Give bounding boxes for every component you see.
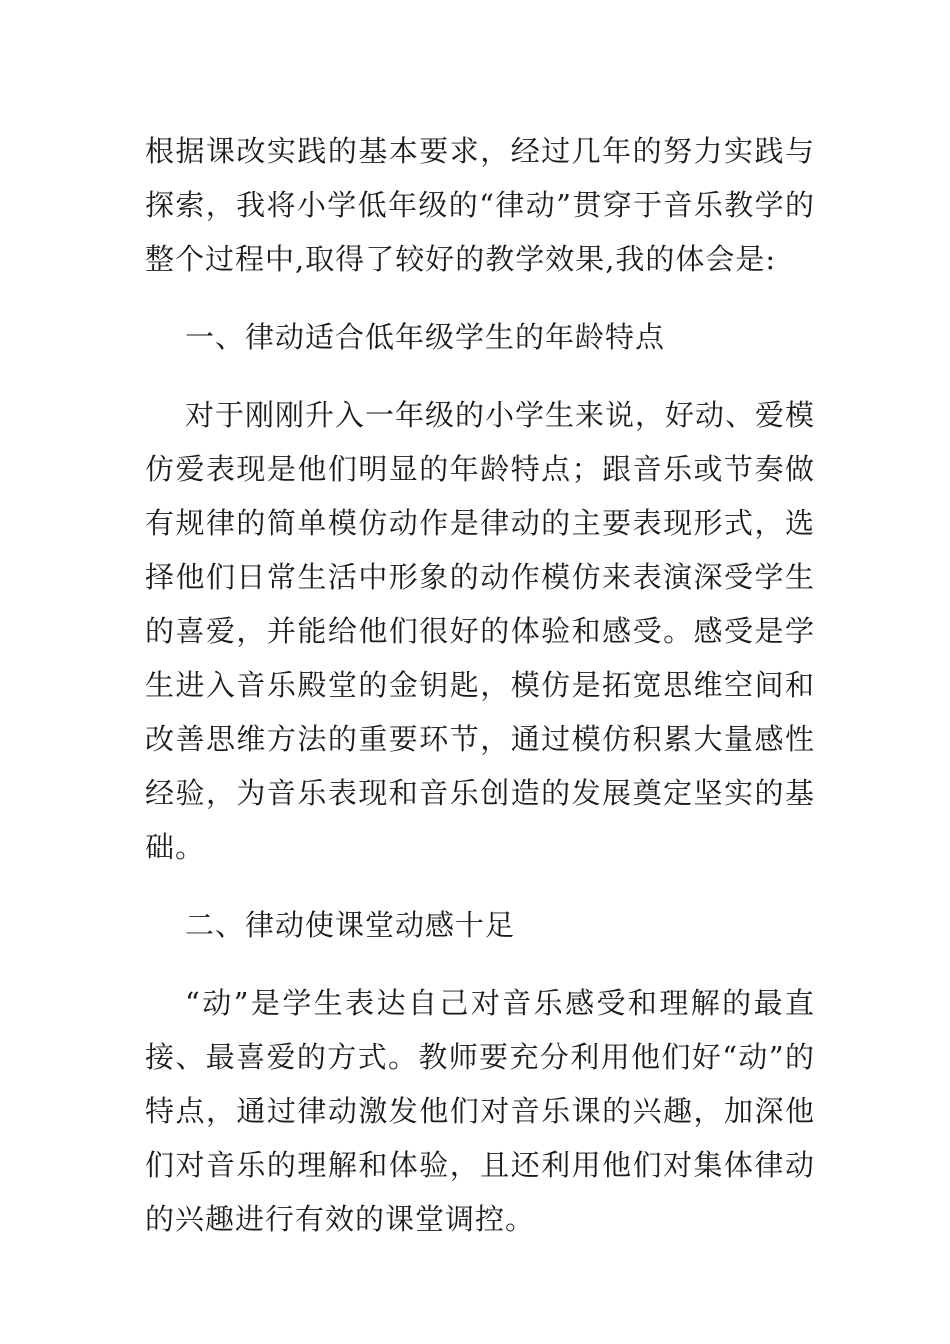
document-body [145, 124, 815, 1246]
section-heading-1: 一、律动适合低年级学生的年龄特点 [185, 320, 666, 354]
section-2-paragraph: “动”是学生表达自己对音乐感受和理解的最直接、最喜爱的方式。教师要充分利用他们好“动”的特点，通过律动激发他们对音乐课的兴趣，加深他们对音乐的理解和体验，且还利用他们对集体律动的兴趣进行有效的课堂调控。 [145, 986, 815, 1236]
section-heading-2: 二、律动使课堂动感十足 [185, 908, 516, 942]
intro-paragraph: 根据课改实践的基本要求，经过几年的努力实践与探索，我将小学低年级的“律动”贯穿于音乐教学的整个过程中,取得了较好的教学效果,我的体会是: [145, 134, 815, 276]
section-1-paragraph: 对于刚刚升入一年级的小学生来说，好动、爱模仿爱表现是他们明显的年龄特点；跟音乐或节奏做有规律的简单模仿动作是律动的主要表现形式，选择他们日常生活中形象的动作模仿来表演深受学生的喜爱，并能给他们很好的体验和感受。感受是学生进入音乐殿堂的金钥匙，模仿是拓宽思维空间和改善思维方法的重要环节，通过模仿积累大量感性经验，为音乐表现和音乐创造的发展奠定坚实的基础。 [145, 398, 816, 864]
